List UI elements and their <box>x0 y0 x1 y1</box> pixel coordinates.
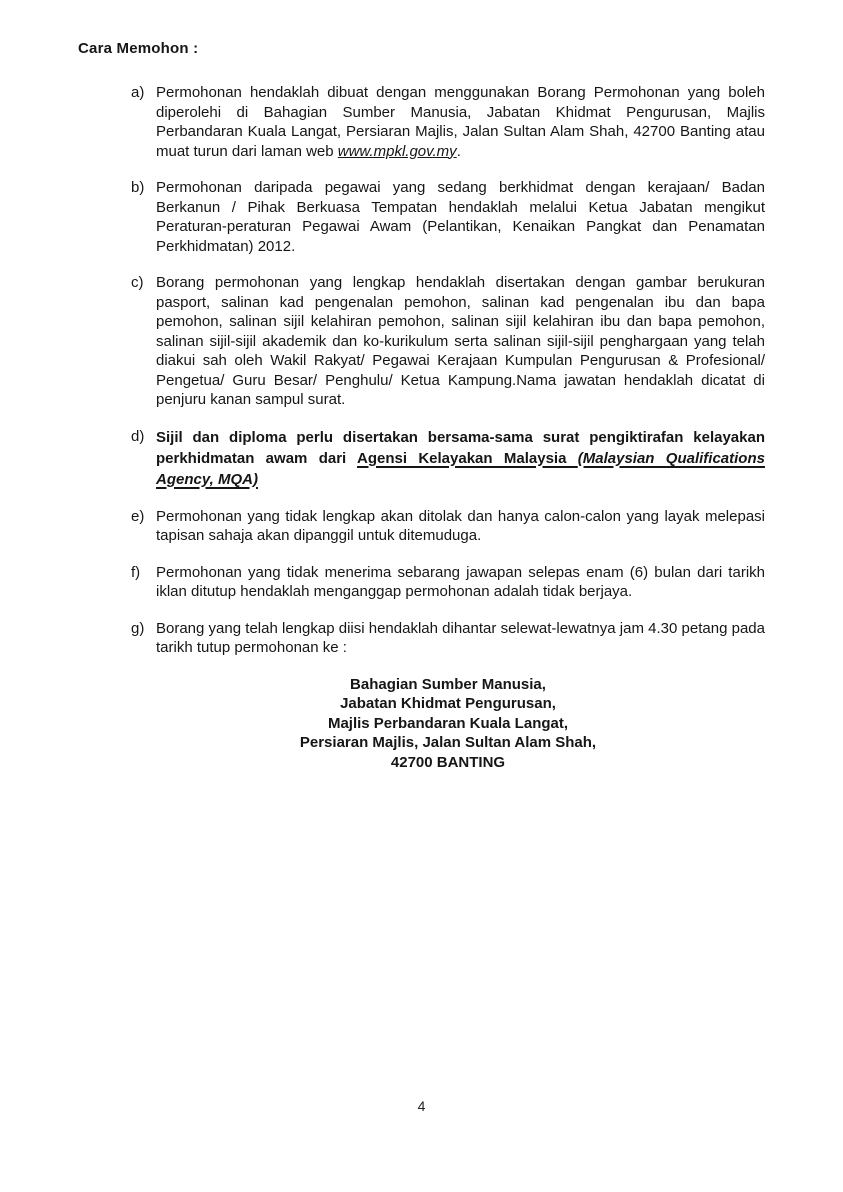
item-a-text <box>156 83 765 161</box>
address-line-department: Bahagian Sumber Manusia, <box>350 675 546 693</box>
address-line-council: Majlis Perbandaran Kuala Langat, <box>327 714 569 732</box>
page-number: 4 <box>417 1098 426 1114</box>
item-f-text: Permohonan yang tidak menerima sebarang jawapan selepas enam (6) bulan dari tarikh iklan ditutup hendaklah menganggap permohonan adalah tidak berjaya. <box>156 563 765 600</box>
item-f-label: f) <box>131 563 141 581</box>
item-d-body: Sijil dan diploma perlu disertakan bersama-sama surat pengiktirafan kelayakan perkhidmatan awam dari <box>156 428 765 467</box>
list-item-g <box>131 619 765 658</box>
item-g-text: Borang yang telah lengkap diisi hendaklah dihantar selewat-lewatnya jam 4.30 petang pada tarikh tutup permohonan ke : <box>156 619 765 656</box>
item-a-label: a) <box>131 84 145 101</box>
item-d-label: d) <box>131 427 145 445</box>
item-b-text: Permohonan daripada pegawai yang sedang berkhidmat dengan kerajaan/ Badan Berkanun / Pihak Berkuasa Tempatan hendaklah melalui Ketua Jabatan mengikut Peraturan-peraturan Pegawai Awam (Pelantikan, Kenaikan Pangkat dan Penamatan Perkhidmatan) 2012. <box>156 179 765 255</box>
mpkl-website-link[interactable]: www.mpkl.gov.my <box>337 142 457 160</box>
item-a-period: . <box>456 142 461 160</box>
item-e-text: Permohonan yang tidak lengkap akan ditolak dan hanya calon-calon yang layak melepasi tapisan sahaja akan dipanggil untuk ditemuduga. <box>156 507 765 544</box>
list-item-f <box>131 563 765 602</box>
item-b-label: b) <box>131 179 145 196</box>
address-line-division: Jabatan Khidmat Pengurusan, <box>340 695 556 712</box>
list-item-a <box>131 83 765 161</box>
list-item-d <box>131 427 765 490</box>
list-item-b <box>131 178 765 256</box>
item-d-text <box>156 427 765 490</box>
item-c-label: c) <box>131 274 144 291</box>
item-a-body: Permohonan hendaklah dibuat dengan menggunakan Borang Permohonan yang boleh diperolehi di Bahagian Sumber Manusia, Jabatan Khidmat Pengurusan, Majlis Perbandaran Kuala Langat, Persiaran Majlis, Jalan Sultan Alam Shah, 42700 Banting atau muat turun dari laman web <box>156 84 765 160</box>
agency-name-english-italic: (Malaysian Qualifications Agency, MQA) <box>156 449 765 488</box>
address-line-postcode: 42700 BANTING <box>390 753 506 771</box>
item-g-label: g) <box>131 619 145 637</box>
agency-name-underlined: Agensi Kelayakan Malaysia <box>357 449 578 467</box>
instruction-list <box>78 83 765 772</box>
mailing-address-block <box>131 675 765 773</box>
list-item-e <box>131 507 765 546</box>
section-heading: Cara Memohon : <box>78 40 199 57</box>
address-line-street: Persiaran Majlis, Jalan Sultan Alam Shah, <box>299 734 597 751</box>
list-item-c <box>131 273 765 410</box>
item-e-label: e) <box>131 507 145 525</box>
item-c-text: Borang permohonan yang lengkap hendaklah disertakan dengan gambar berukuran pasport, salinan kad pengenalan pemohon, salinan kad pengenalan ibu dan bapa pemohon, salinan sijil kelahiran pemohon, salinan sijil kelahiran ibu dan bapa pemohon, salinan sijil-sijil akademik dan ko-kurikulum serta salinan sijil-sijil penghargaan yang telah diakui sah oleh Wakil Rakyat/ Pegawai Kerajaan Kumpulan Pengurusan & Profesional/ Pengetua/ Guru Besar/ Penghulu/ Ketua Kampung.Nama jawatan hendaklah dicatat di penjuru kanan sampul surat. <box>156 274 765 408</box>
